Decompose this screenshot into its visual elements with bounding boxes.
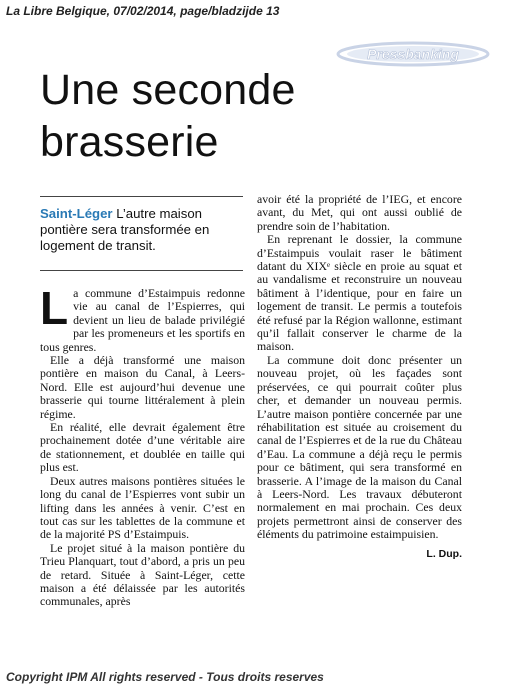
copyright-notice: Copyright IPM All rights reserved - Tous droits reserves xyxy=(6,670,324,684)
article-paragraph: Deux autres maisons pontières situées le long du canal de l’Espierres vont subir un lifting dans les années à venir. C’est en tout cas sur les tablettes de la commune et de la majorité PS d’Estaimpuis. xyxy=(40,473,245,542)
article-paragraph: La commune doit donc présenter un nouveau projet, où les façades sont préservées, ce qui pourrait coûter plus cher, et demander un nouveau permis. L’autre maison pontière concernée par une réhabilitation est située au croisement du canal de l’Espierres et de la rue du Château d’Eau. La commune a déjà reçu le permis pour ce bâtiment, qui sera transformé en brasserie. A l’image de la maison du Canal à Leers-Nord. Les travaux débuteront normalement en mai prochain. Ces deux projets permettront ainsi de conserver des éléments du patrimoine estaimpuisien. xyxy=(257,352,462,542)
lead-bottom-rule xyxy=(40,270,243,271)
source-line: La Libre Belgique, 07/02/2014, page/bladzijde 13 xyxy=(6,4,280,18)
article-column-1 xyxy=(40,282,245,609)
article-paragraph: En réalité, elle devrait également être prochainement dotée d’une véritable aire de stationnement, et doublée en taille qui plus est. xyxy=(40,420,245,475)
byline: L. Dup. xyxy=(426,547,462,560)
svg-text:Pressbanking: Pressbanking xyxy=(367,46,459,62)
lead-paragraph xyxy=(40,206,248,254)
lead-top-rule xyxy=(40,196,243,197)
lead-text: L’autre maison pontière sera transformée en logement de transit. xyxy=(40,206,210,253)
drop-cap: L xyxy=(40,282,69,334)
headline: Une seconde brasserie xyxy=(40,66,296,166)
article-paragraph: L a commune d’Estaimpuis redonne vie au canal de l’Espierres, qui devient un lieu de balade privilégié par les promeneurs et les sportifs en tous genres. xyxy=(40,282,245,354)
article-paragraph: En reprenant le dossier, la commune d’Estaimpuis voulait raser le bâtiment datant du XIXᵉ siècle en proie au squat et au vandalisme et reconstruire un nouveau bâtiment à l’identique, pour en faire un logement de transit. Le permis a toutefois été refusé par la Région wallonne, estimant qu’il fallait conserver le charme de la maison. xyxy=(257,232,462,354)
article-paragraph: avoir été la propriété de l’IEG, et encore avant, du Met, qui ont aussi oublié de prendre soin de l’habitation. xyxy=(257,192,462,233)
article-column-2 xyxy=(257,193,462,561)
lead-kicker: Saint-Léger xyxy=(40,206,113,221)
article-paragraph: Elle a déjà transformé une maison pontière en maison du Canal, à Leers-Nord. Elle est aujourd’hui devenue une brasserie qui tourne littéralement à plein régime. xyxy=(40,353,245,421)
article-paragraph: Le projet situé à la maison pontière du Trieu Planquart, tout d’abord, a pris un peu de retard. Située à Saint-Léger, cette maison a été délaissée par les autorités communales, après xyxy=(40,540,245,609)
